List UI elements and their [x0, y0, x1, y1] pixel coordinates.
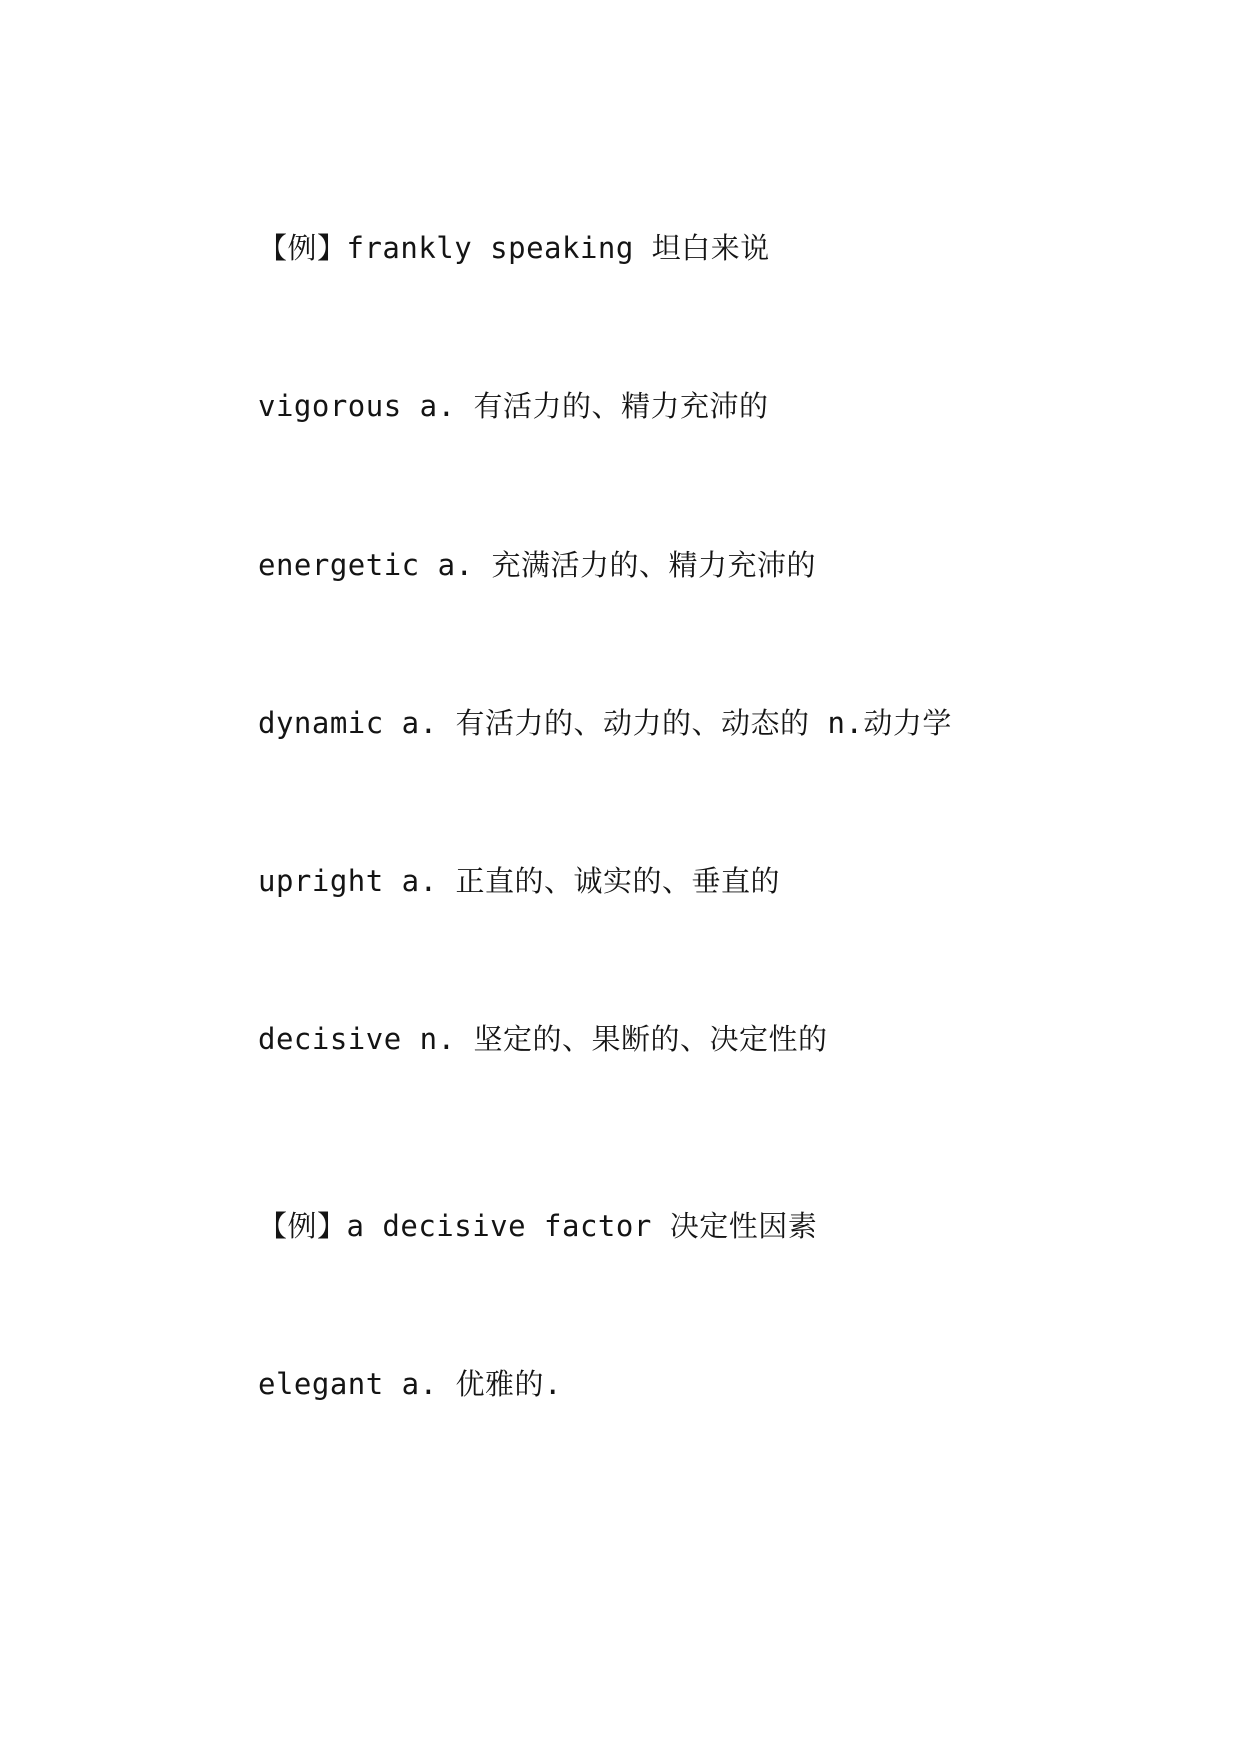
document-line-upright: upright a. 正直的、诚实的、垂直的 — [258, 864, 781, 898]
document-line-elegant: elegant a. 优雅的. — [258, 1366, 563, 1401]
document-line-decisive: decisive n. 坚定的、果断的、决定性的 — [258, 1022, 828, 1057]
document-line-vigorous: vigorous a. 有活力的、精力充沛的 — [258, 389, 769, 424]
document-line-dynamic: dynamic a. 有活力的、动力的、动态的 n.动力学 — [258, 705, 952, 740]
document-line-energetic: energetic a. 充满活力的、精力充沛的 — [258, 547, 816, 582]
document-line-example-frankly-speaking: 【例】frankly speaking 坦白来说 — [258, 231, 770, 265]
document-line-example-decisive-factor: 【例】a decisive factor 决定性因素 — [258, 1208, 818, 1243]
